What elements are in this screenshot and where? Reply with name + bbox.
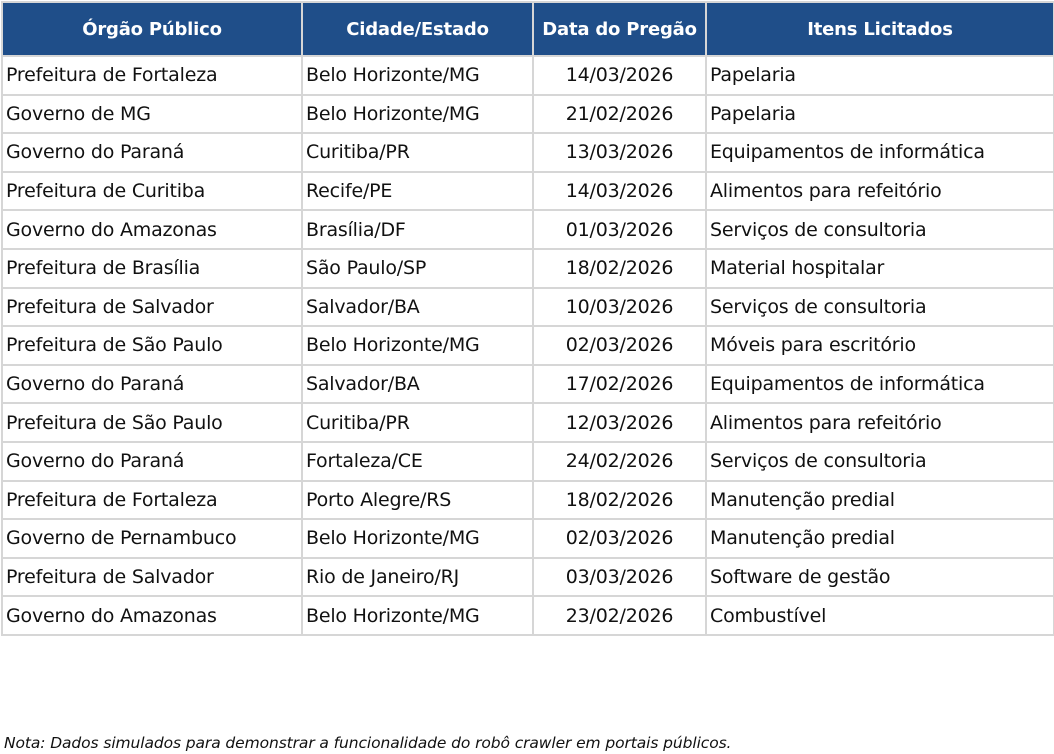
cell-itens: Alimentos para refeitório: [706, 403, 1054, 442]
column-header-orgao: Órgão Público: [2, 2, 302, 56]
cell-cidade: Salvador/BA: [302, 365, 533, 404]
cell-cidade: Belo Horizonte/MG: [302, 596, 533, 635]
footnote: Nota: Dados simulados para demonstrar a funcionalidade do robô crawler em portais públicos.: [4, 734, 732, 752]
table-row: [2, 365, 1054, 404]
cell-itens: Serviços de consultoria: [706, 288, 1054, 327]
cell-itens: Serviços de consultoria: [706, 442, 1054, 481]
table-row: [2, 95, 1054, 134]
cell-data: 01/03/2026: [533, 210, 706, 249]
table-row: [2, 596, 1054, 635]
cell-cidade: Salvador/BA: [302, 288, 533, 327]
table-row: [2, 519, 1054, 558]
cell-cidade: Belo Horizonte/MG: [302, 56, 533, 95]
cell-itens: Papelaria: [706, 95, 1054, 134]
cell-cidade: Porto Alegre/RS: [302, 481, 533, 520]
table-body: [2, 56, 1054, 635]
cell-cidade: Belo Horizonte/MG: [302, 95, 533, 134]
cell-itens: Equipamentos de informática: [706, 133, 1054, 172]
cell-orgao: Governo do Amazonas: [2, 596, 302, 635]
cell-orgao: Governo do Paraná: [2, 365, 302, 404]
table-row: [2, 133, 1054, 172]
cell-cidade: Rio de Janeiro/RJ: [302, 558, 533, 597]
cell-data: 12/03/2026: [533, 403, 706, 442]
cell-orgao: Prefeitura de São Paulo: [2, 403, 302, 442]
cell-cidade: Brasília/DF: [302, 210, 533, 249]
cell-data: 02/03/2026: [533, 326, 706, 365]
cell-orgao: Prefeitura de Salvador: [2, 558, 302, 597]
column-header-data: Data do Pregão: [533, 2, 706, 56]
cell-data: 18/02/2026: [533, 249, 706, 288]
cell-orgao: Prefeitura de Fortaleza: [2, 481, 302, 520]
cell-data: 23/02/2026: [533, 596, 706, 635]
cell-itens: Serviços de consultoria: [706, 210, 1054, 249]
cell-orgao: Prefeitura de Brasília: [2, 249, 302, 288]
cell-orgao: Prefeitura de Curitiba: [2, 172, 302, 211]
cell-cidade: Curitiba/PR: [302, 403, 533, 442]
cell-orgao: Governo do Amazonas: [2, 210, 302, 249]
cell-itens: Manutenção predial: [706, 481, 1054, 520]
cell-orgao: Prefeitura de São Paulo: [2, 326, 302, 365]
cell-orgao: Governo de MG: [2, 95, 302, 134]
table-row: [2, 326, 1054, 365]
cell-data: 14/03/2026: [533, 56, 706, 95]
cell-itens: Alimentos para refeitório: [706, 172, 1054, 211]
cell-itens: Papelaria: [706, 56, 1054, 95]
header-row: [2, 2, 1054, 56]
cell-data: 10/03/2026: [533, 288, 706, 327]
licitacoes-table: [1, 1, 1054, 636]
cell-orgao: Prefeitura de Salvador: [2, 288, 302, 327]
cell-data: 14/03/2026: [533, 172, 706, 211]
cell-data: 03/03/2026: [533, 558, 706, 597]
table-row: [2, 403, 1054, 442]
table-header: [2, 2, 1054, 56]
cell-orgao: Governo do Paraná: [2, 133, 302, 172]
cell-orgao: Governo de Pernambuco: [2, 519, 302, 558]
cell-cidade: Curitiba/PR: [302, 133, 533, 172]
cell-orgao: Prefeitura de Fortaleza: [2, 56, 302, 95]
cell-data: 24/02/2026: [533, 442, 706, 481]
table-row: [2, 288, 1054, 327]
table-row: [2, 481, 1054, 520]
cell-itens: Móveis para escritório: [706, 326, 1054, 365]
cell-cidade: Belo Horizonte/MG: [302, 519, 533, 558]
cell-itens: Combustível: [706, 596, 1054, 635]
column-header-itens: Itens Licitados: [706, 2, 1054, 56]
cell-cidade: Belo Horizonte/MG: [302, 326, 533, 365]
cell-data: 02/03/2026: [533, 519, 706, 558]
column-header-cidade: Cidade/Estado: [302, 2, 533, 56]
cell-itens: Software de gestão: [706, 558, 1054, 597]
cell-orgao: Governo do Paraná: [2, 442, 302, 481]
table-row: [2, 442, 1054, 481]
cell-data: 18/02/2026: [533, 481, 706, 520]
cell-data: 13/03/2026: [533, 133, 706, 172]
cell-cidade: Recife/PE: [302, 172, 533, 211]
table-row: [2, 56, 1054, 95]
cell-data: 21/02/2026: [533, 95, 706, 134]
cell-cidade: Fortaleza/CE: [302, 442, 533, 481]
table-row: [2, 249, 1054, 288]
table-row: [2, 210, 1054, 249]
cell-itens: Equipamentos de informática: [706, 365, 1054, 404]
table-row: [2, 558, 1054, 597]
cell-itens: Material hospitalar: [706, 249, 1054, 288]
cell-itens: Manutenção predial: [706, 519, 1054, 558]
cell-data: 17/02/2026: [533, 365, 706, 404]
cell-cidade: São Paulo/SP: [302, 249, 533, 288]
table-row: [2, 172, 1054, 211]
